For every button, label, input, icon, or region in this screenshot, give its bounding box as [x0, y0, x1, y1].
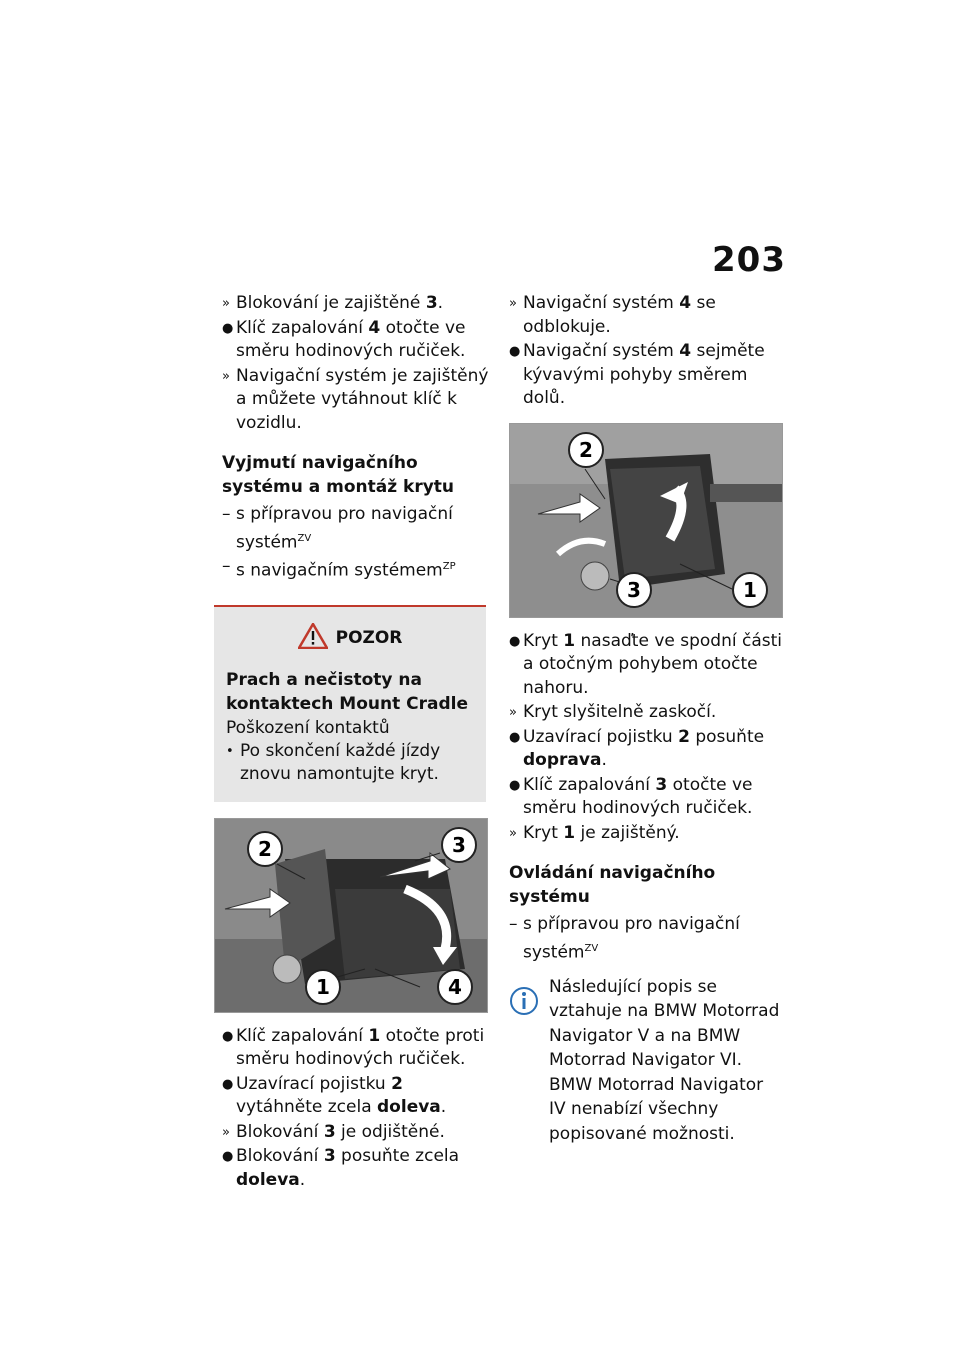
figure-cover-photo	[509, 423, 783, 618]
section-heading: Vyjmutí navigačního systému a montáž krytu	[222, 453, 455, 497]
list-item: • Po skončení každé jízdy znovu namontujte kryt.	[226, 740, 441, 785]
list-item: ● Klíč zapalování 3 otočte ve směru hodinových ručiček.	[509, 774, 753, 818]
warning-title: Prach a nečistoty na kontaktech Mount Cradle	[226, 669, 468, 714]
info-icon	[509, 981, 539, 1029]
list-item: ● Uzavírací pojistku 2 posuňte doprava.	[509, 726, 765, 770]
list-item: » Kryt 1 je zajištěný.	[509, 822, 680, 843]
list-item: ● Kryt 1 nasaďte ve spodní části a otočným pohybem otočte nahoru.	[509, 630, 782, 698]
list-item: ● Navigační systém 4 sejměte kývavými pohyby směrem dolů.	[509, 341, 765, 408]
info-text: Následující popis se vztahuje na BMW Motorrad Navigator V a na BMW Motorrad Navigator VI. BMW Motorrad Navigator IV nenabízí všechny popisované možnosti.	[549, 976, 780, 1144]
list-item: » Blokování 3 je odjištěné.	[222, 1121, 445, 1142]
warning-body: Poškození kontaktů	[226, 717, 390, 738]
svg-text:1: 1	[743, 577, 757, 602]
left-column	[222, 292, 494, 1193]
info-note	[509, 975, 782, 1147]
warning-triangle-icon	[298, 623, 328, 654]
right-column	[509, 292, 782, 1146]
figure-removal-photo	[214, 818, 488, 1013]
svg-text:2: 2	[579, 437, 593, 462]
svg-text:3: 3	[452, 832, 466, 857]
callout-3	[617, 573, 651, 607]
svg-text:3: 3	[627, 577, 641, 602]
callout-3	[442, 828, 476, 862]
callout-2	[569, 433, 603, 467]
option-item: – s navigačním systémem$^{ZP}$	[222, 555, 456, 581]
list-item: » Kryt slyšitelně zaskočí.	[509, 702, 717, 722]
list-item: » Navigační systém je zajištěný a můžete vytáhnout klíč k vozidlu.	[222, 365, 489, 433]
list-item: » Blokování je zajištěné 3.	[222, 292, 494, 316]
callout-1	[306, 970, 340, 1004]
list-item: ● Uzavírací pojistku 2 vytáhněte zcela doleva.	[222, 1073, 447, 1118]
list-item: ● Klíč zapalování 4 otočte ve směru hodinových ručiček.	[222, 317, 466, 361]
warning-box	[214, 605, 486, 802]
svg-text:1: 1	[316, 974, 330, 999]
section-heading: Ovládání navigačního systému	[509, 863, 716, 907]
page-number: 203	[712, 240, 786, 280]
list-item: ● Blokování 3 posuňte zcela doleva.	[222, 1146, 460, 1190]
result-marker: »	[222, 296, 230, 311]
svg-text:2: 2	[258, 836, 272, 861]
list-item: ● Klíč zapalování 1 otočte proti směru hodinových ručiček.	[222, 1025, 485, 1070]
list-item: » Navigační systém 4 se odblokuje.	[509, 293, 716, 337]
step-bullet: ●	[222, 320, 234, 336]
option-item: – s přípravou pro navigační systém$^{ZV}$	[222, 504, 453, 553]
option-item: – s přípravou pro navigační systém$^{ZV}$	[509, 914, 740, 963]
callout-2	[248, 832, 282, 866]
svg-text:4: 4	[448, 974, 462, 999]
warning-label: POZOR	[335, 628, 403, 649]
callout-4	[438, 970, 472, 1004]
result-marker: »	[222, 368, 230, 384]
callout-1	[733, 573, 767, 607]
